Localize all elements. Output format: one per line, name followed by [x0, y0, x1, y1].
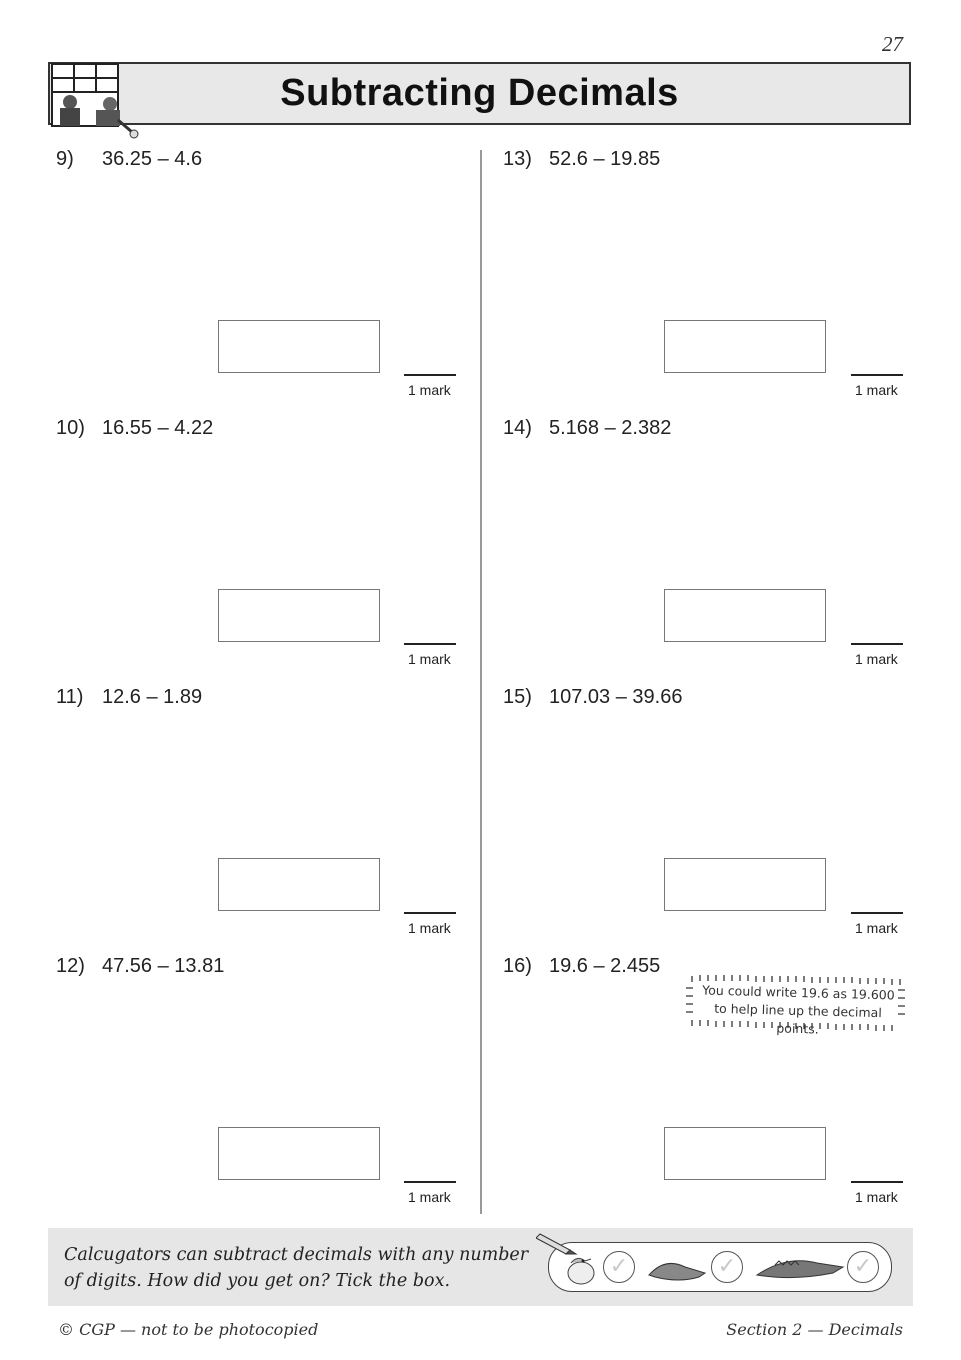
tick-box-2[interactable] [711, 1251, 743, 1283]
tick-icon: ✓ [717, 1254, 737, 1279]
question-14 [503, 417, 913, 677]
mark-label: 1 mark [855, 382, 898, 398]
self-assessment-text: Calcugators can subtract decimals with any number of digits. How did you get on? Tick the box. [64, 1245, 529, 1291]
question-number: 12) [56, 955, 85, 977]
answer-box[interactable] [218, 320, 380, 373]
mark-line [404, 374, 456, 376]
question-expression: 52.6 – 19.85 [549, 148, 661, 170]
burglar-illustration [50, 62, 142, 144]
mark-label: 1 mark [408, 1189, 451, 1205]
self-assessment-band [48, 1228, 913, 1306]
answer-box[interactable] [218, 1127, 380, 1180]
question-expression: 47.56 – 13.81 [102, 955, 225, 977]
small-calcugator-icon [645, 1255, 709, 1281]
mark-line [851, 1181, 903, 1183]
mark-label: 1 mark [855, 651, 898, 667]
pencil-icon [536, 1230, 582, 1256]
column-divider [480, 150, 482, 1214]
question-15 [503, 686, 913, 946]
tick-icon: ✓ [853, 1254, 873, 1279]
answer-box[interactable] [664, 858, 826, 911]
question-12 [56, 955, 466, 1215]
tick-box-3[interactable] [847, 1251, 879, 1283]
mark-label: 1 mark [408, 651, 451, 667]
mark-line [851, 912, 903, 914]
page-number: 27 [882, 32, 903, 56]
question-number: 15) [503, 686, 532, 708]
question-number: 9) [56, 148, 74, 170]
tick-icon: ✓ [609, 1254, 629, 1279]
mark-label: 1 mark [408, 920, 451, 936]
question-number: 13) [503, 148, 532, 170]
answer-box[interactable] [664, 589, 826, 642]
mark-label: 1 mark [855, 1189, 898, 1205]
mark-label: 1 mark [408, 382, 451, 398]
question-9 [56, 148, 466, 408]
mark-label: 1 mark [855, 920, 898, 936]
mark-line [851, 643, 903, 645]
mark-line [404, 643, 456, 645]
question-expression: 36.25 – 4.6 [102, 148, 203, 170]
section-footer: Section 2 — Decimals [726, 1320, 903, 1339]
egg-calcugator-icon [561, 1253, 603, 1285]
page-title: Subtracting Decimals [280, 72, 679, 114]
question-expression: 19.6 – 2.455 [549, 955, 661, 977]
question-11 [56, 686, 466, 946]
question-number: 10) [56, 417, 85, 439]
copyright-footer: © CGP — not to be photocopied [58, 1320, 319, 1339]
big-calcugator-icon [755, 1253, 845, 1281]
question-number: 14) [503, 417, 532, 439]
mark-line [404, 912, 456, 914]
hint-text: You could write 19.6 as 19.600 to help line up the decimal points. [702, 982, 895, 1037]
mark-line [851, 374, 903, 376]
tick-box-1[interactable] [603, 1251, 635, 1283]
title-bar [48, 62, 911, 125]
answer-box[interactable] [664, 320, 826, 373]
mark-line [404, 1181, 456, 1183]
question-number: 16) [503, 955, 532, 977]
question-expression: 5.168 – 2.382 [549, 417, 672, 439]
question-expression: 16.55 – 4.22 [102, 417, 214, 439]
question-number: 11) [56, 686, 84, 708]
answer-box[interactable] [664, 1127, 826, 1180]
hint-note [686, 972, 906, 1037]
question-10 [56, 417, 466, 677]
answer-box[interactable] [218, 589, 380, 642]
progress-tracker [548, 1242, 892, 1292]
question-13 [503, 148, 913, 408]
question-expression: 107.03 – 39.66 [549, 686, 683, 708]
question-expression: 12.6 – 1.89 [102, 686, 203, 708]
answer-box[interactable] [218, 858, 380, 911]
